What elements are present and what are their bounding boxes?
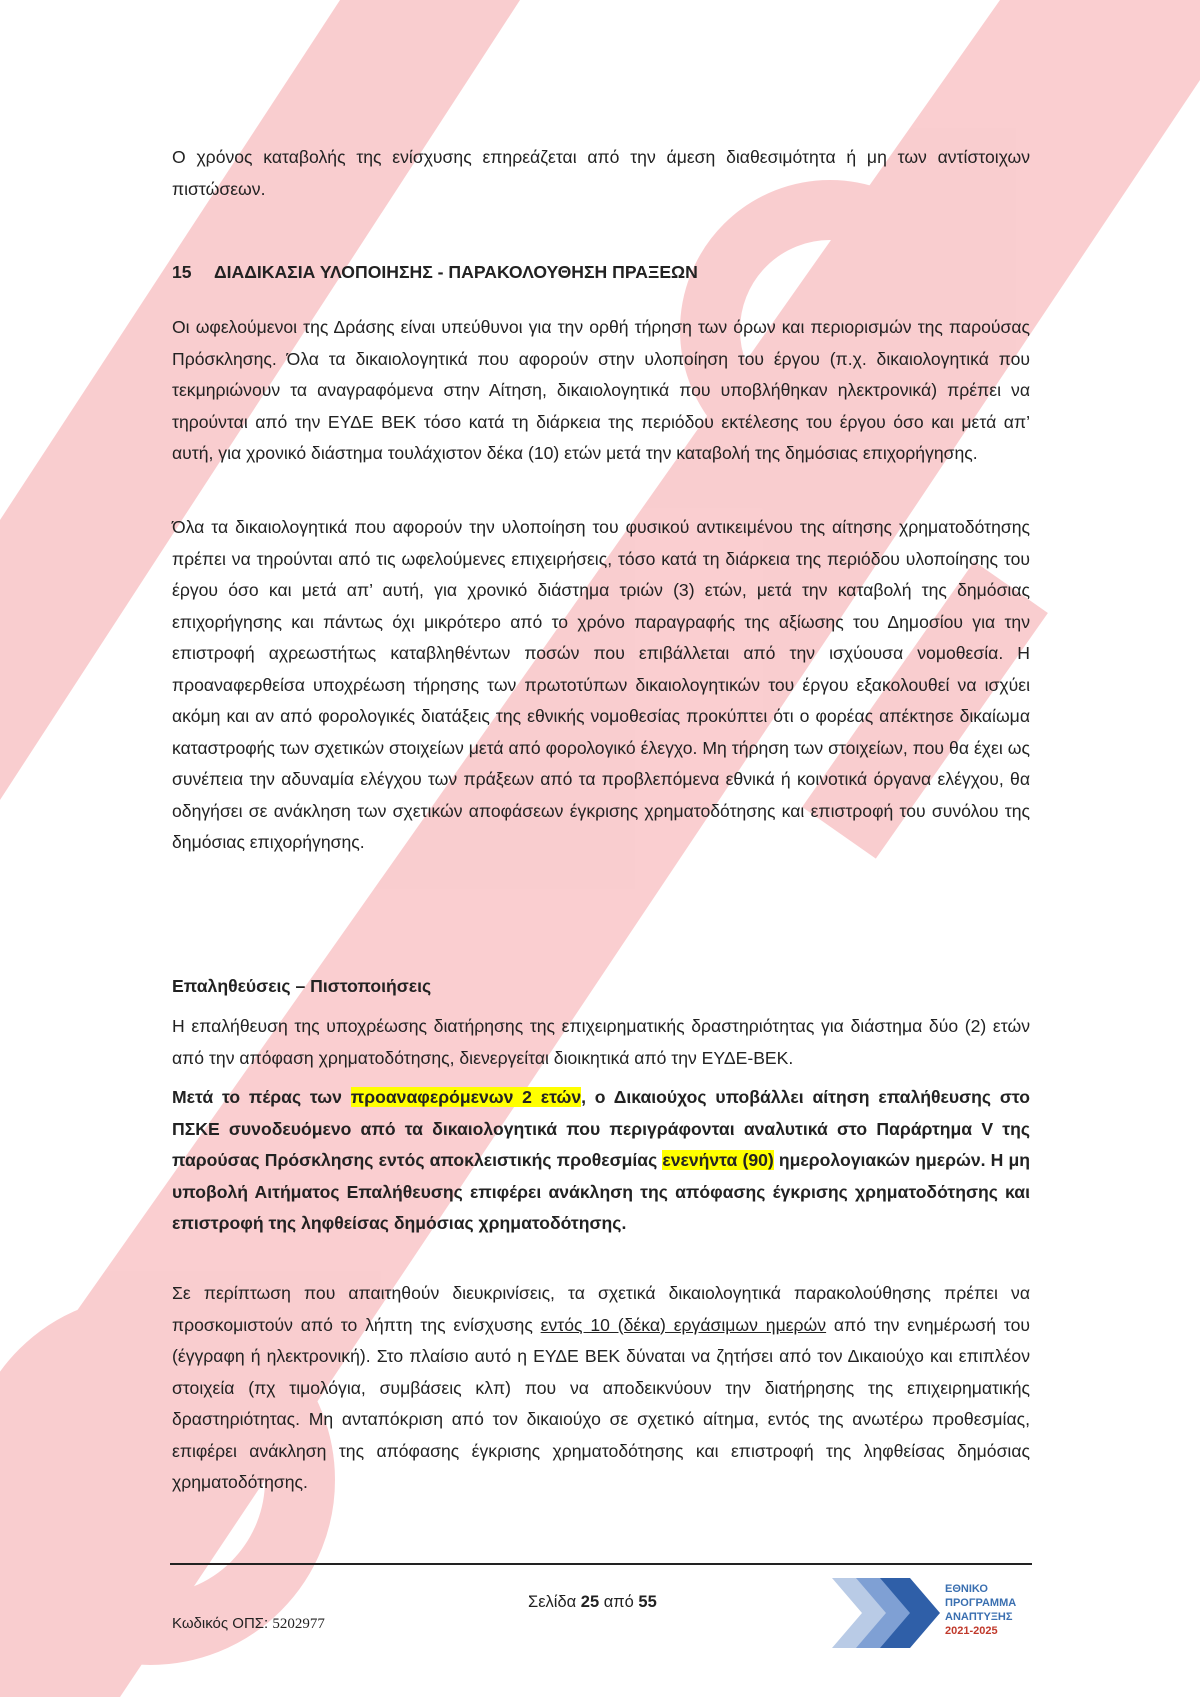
- logo-line-4: 2021-2025: [945, 1625, 998, 1637]
- program-logo-text: [945, 1582, 1016, 1638]
- bold-text-a: Μετά το πέρας των: [172, 1087, 351, 1107]
- verifications-paragraph-1: Η επαλήθευση της υποχρέωσης διατήρησης της επιχειρηματικής δραστηριότητας για διάστημα δύο (2) ετών από την απόφαση χρηματοδότησης, διενεργείται διοικητικά από την ΕΥΔΕ-ΒΕΚ.: [172, 1016, 1030, 1068]
- page-mid: από: [599, 1593, 639, 1611]
- ops-code-label: Κωδικός ΟΠΣ:: [172, 1615, 273, 1632]
- page-total: 55: [638, 1593, 657, 1611]
- verifications-paragraph-3: [172, 1278, 1030, 1499]
- para3-text-a: Σε περίπτωση που απαιτηθούν διευκρινίσεις, τα σχετικά δικαιολογητικά παρακολούθησης πρέπει να προσκομιστούν από το λήπτη της ενίσχυσης: [172, 1283, 1030, 1335]
- logo-line-1: ΕΘΝΙΚΟ: [945, 1583, 988, 1595]
- page-prefix: Σελίδα: [528, 1593, 581, 1611]
- intro-paragraph: Ο χρόνος καταβολής της ενίσχυσης επηρεάζεται από την άμεση διαθεσιμότητα ή μη των αντίστοιχων πιστώσεων.: [172, 147, 1030, 199]
- verifications-heading: Επαληθεύσεις – Πιστοποιήσεις: [172, 976, 432, 996]
- page-current: 25: [580, 1593, 600, 1611]
- section-title: ΔΙΑΔΙΚΑΣΙΑ ΥΛΟΠΟΙΗΣΗΣ - ΠΑΡΑΚΟΛΟΥΘΗΣΗ ΠΡΑΞΕΩΝ: [214, 262, 698, 282]
- bold-text-b: , ο Δικαιούχος υποβάλλει αίτηση επαλήθευσης στο ΠΣΚΕ συνοδευόμενο από τα δικαιολογητικά που περιγράφονται αναλυτικά στο Παράρτημα V της παρούσας Πρόσκλησης εντός αποκλειστικής προθεσμίας: [172, 1087, 1030, 1170]
- para3-text-b: από την ενημέρωσή του (έγγραφη ή ηλεκτρονική). Στο πλαίσιο αυτό η ΕΥΔΕ ΒΕΚ δύναται να ζητήσει από τον Δικαιούχο και επιπλέον στοιχεία (πχ τιμολόγια, συμβάσεις κλπ) που να αποδεικνύουν την διατήρησης της επιχειρηματικής δραστηριότητας. Μη ανταπόκριση από τον δικαιούχο σε σχετικό αίτημα, εντός της ανωτέρω προθεσμίας, επιφέρει ανάκληση της απόφασης έγκρισης χρηματοδότησης και επιστροφή της ληφθείσας δημόσιας χρηματοδότησης.: [172, 1314, 1030, 1492]
- section-15-heading: [172, 262, 698, 283]
- section-number: 15: [172, 262, 192, 282]
- bold-text-c: ημερολογιακών ημερών. Η μη υποβολή Αιτήματος Επαλήθευσης επιφέρει ανάκληση της απόφασης έγκρισης χρηματοδότησης και επιστροφή της ληφθείσας δημόσιας χρηματοδότησης.: [172, 1150, 1030, 1233]
- section-15-paragraph-1: Οι ωφελούμενοι της Δράσης είναι υπεύθυνοι για την ορθή τήρηση των όρων και περιορισμών της παρούσας Πρόσκλησης. Όλα τα δικαιολογητικά που αφορούν στην υλοποίηση του έργου (π.χ. δικαιολογητικά που τεκμηριώνουν τα αναγραφόμενα στην Αίτηση, δικαιολογητικά που υποβλήθηκαν ηλεκτρονικά) πρέπει να τηρούνται από την ΕΥΔΕ ΒΕΚ τόσο κατά τη διάρκεια της περιόδου εκτέλεσης του έργου όσο και μετά απ’ αυτή, για χρονικό διάστημα τουλάχιστον δέκα (10) ετών μετά την καταβολή της δημόσιας επιχορήγησης.: [172, 317, 1030, 463]
- highlight-two-years: προαναφερόμενων 2 ετών: [350, 1087, 582, 1107]
- section-15-paragraph-2: Όλα τα δικαιολογητικά που αφορούν την υλοποίηση του φυσικού αντικειμένου της αίτησης χρηματοδότησης πρέπει να τηρούνται από τις ωφελούμενες επιχειρήσεις, τόσο κατά τη διάρκεια της περιόδου υλοποίησης του έργου όσο και μετά απ’ αυτή, για χρονικό διάστημα τριών (3) ετών, μετά την καταβολή της δημόσιας επιχορήγησης και πάντως όχι μικρότερο από το χρόνο παραγραφής της αξίωσης του Δημοσίου για την επιστροφή αχρεωστήτως καταβληθέντων ποσών που επιβάλλεται από την ισχύουσα νομοθεσία. Η προαναφερθείσα υποχρέωση τήρησης των πρωτοτύπων δικαιολογητικών του έργου εξακολουθεί να ισχύει ακόμη και αν από φορολογικές διατάξεις της εθνικής νομοθεσίας προκύπτει ότι ο φορέας απέκτησε δικαίωμα καταστροφής των σχετικών στοιχείων μετά από φορολογικό έλεγχο. Μη τήρηση των στοιχείων, που θα έχει ως συνέπεια την αδυναμία ελέγχου των πράξεων από τα προβλεπόμενα εθνικά ή κοινοτικά όργανα ελέγχου, θα οδηγήσει σε ανάκληση των σχετικών αποφάσεων έγκρισης χρηματοδότησης και επιστροφή του συνόλου της δημόσιας επιχορήγησης.: [172, 517, 1030, 852]
- logo-line-2: ΠΡΟΓΡΑΜΜΑ: [945, 1597, 1017, 1609]
- footer-divider: [170, 1563, 1032, 1565]
- page-number: [528, 1593, 657, 1612]
- verifications-bold-paragraph: [172, 1082, 1030, 1240]
- highlight-ninety-days: ενενήντα (90): [662, 1150, 774, 1170]
- underlined-deadline: εντός 10 (δέκα) εργάσιμων ημερών: [540, 1314, 827, 1335]
- ops-code-value: 5202977: [272, 1616, 325, 1632]
- logo-line-3: ΑΝΑΠΤΥΞΗΣ: [945, 1611, 1013, 1623]
- ops-code: [172, 1615, 325, 1633]
